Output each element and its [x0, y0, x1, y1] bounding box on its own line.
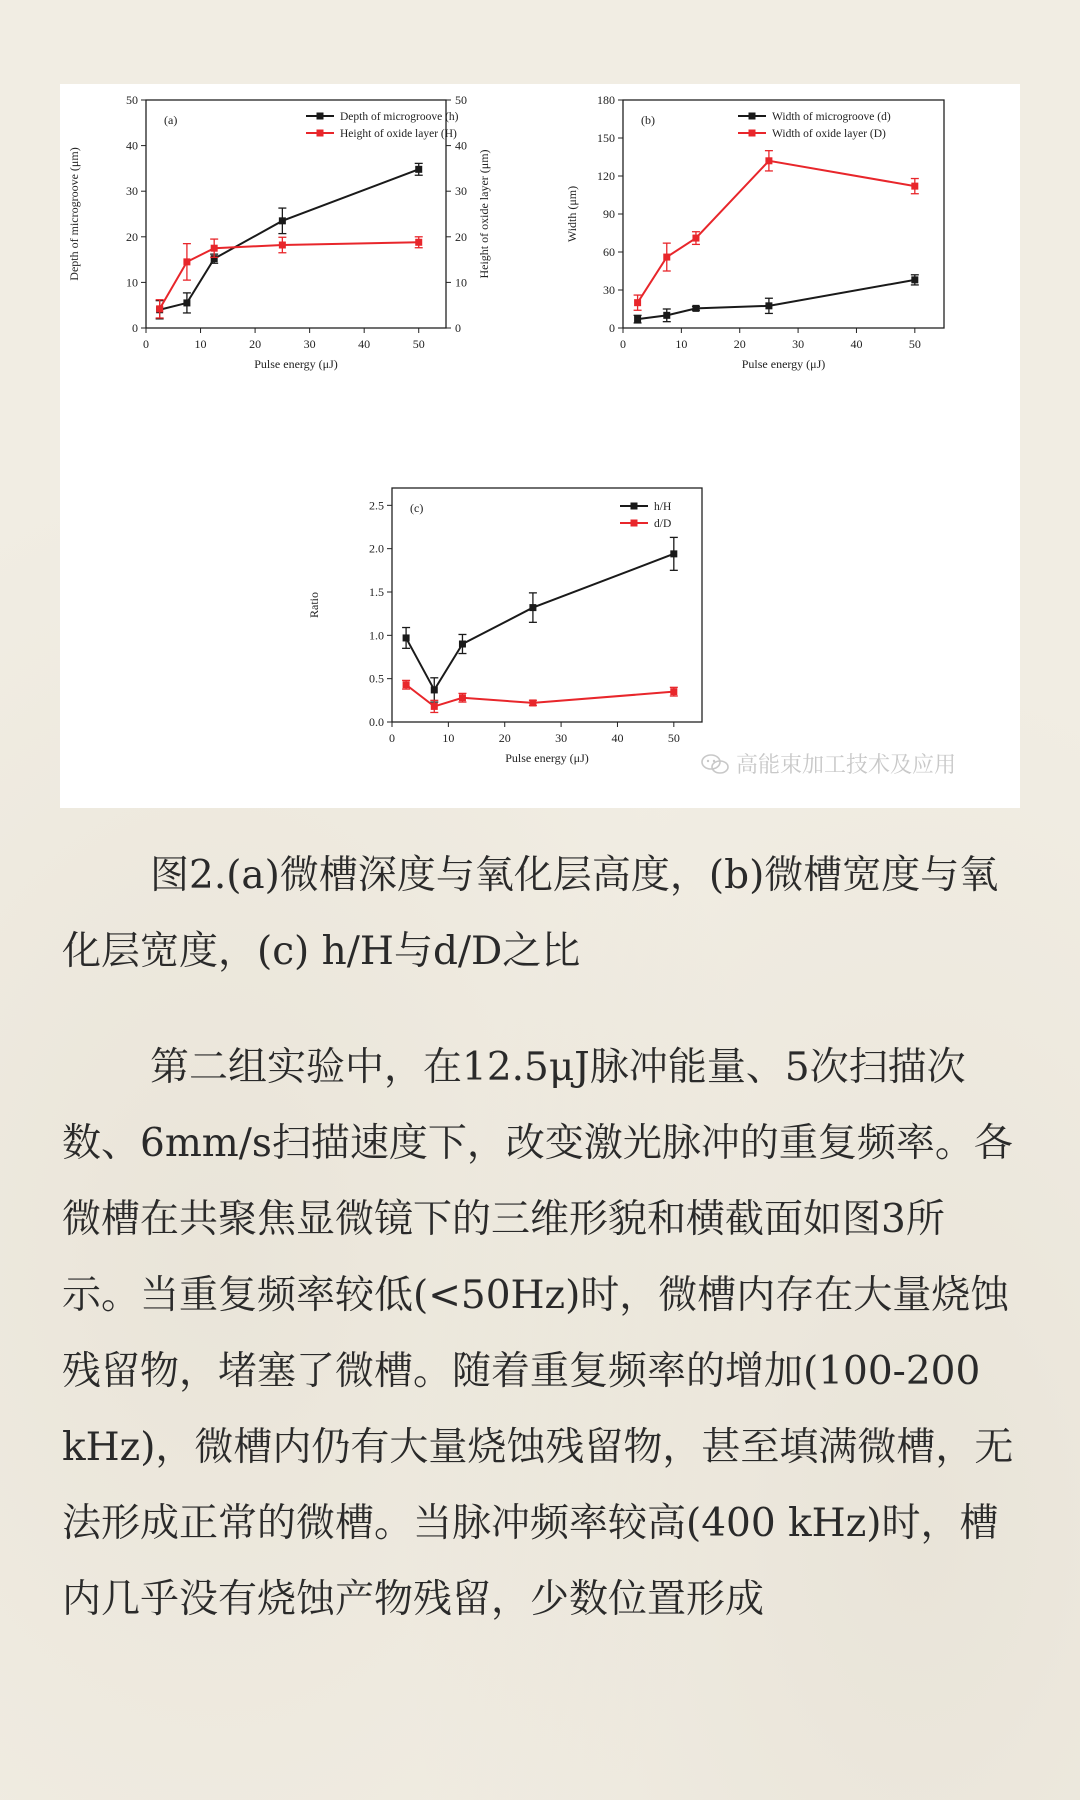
panel-label: (b): [641, 113, 655, 127]
x-tick-label: 30: [555, 731, 568, 745]
data-point: [670, 688, 677, 695]
series-line: [406, 685, 674, 707]
data-point: [211, 245, 218, 252]
legend-label: d/D: [654, 518, 672, 530]
x-tick-label: 20: [733, 337, 746, 351]
y-tick-label: 20: [126, 229, 138, 244]
series-line: [160, 169, 419, 309]
y-tick-label: 0.0: [369, 715, 384, 729]
legend-label: Depth of microgroove (h): [340, 111, 459, 123]
x-tick-label: 40: [358, 337, 371, 351]
legend-marker: [317, 113, 324, 120]
data-point: [183, 258, 190, 265]
data-point: [692, 235, 699, 242]
data-point: [415, 166, 422, 173]
wechat-icon: [700, 753, 730, 775]
data-point: [663, 254, 670, 261]
y2-tick-label: 10: [455, 275, 467, 290]
data-point: [911, 183, 918, 190]
legend-marker: [631, 503, 638, 510]
series-line: [406, 554, 674, 690]
panel-label: (a): [164, 113, 178, 127]
chart-a: [60, 84, 540, 436]
x-axis-label: Pulse energy (μJ): [254, 357, 338, 371]
data-point: [529, 604, 536, 611]
legend-label: h/H: [654, 501, 672, 513]
figure-caption: 图2.(a)微槽深度与氧化层高度，(b)微槽宽度与氧化层宽度，(c) h/H与d/D之比: [62, 853, 999, 974]
y2-tick-label: 50: [455, 93, 467, 107]
data-point: [415, 239, 422, 246]
data-point: [634, 316, 641, 323]
x-tick-label: 40: [850, 337, 863, 351]
y-tick-label: 60: [603, 245, 615, 259]
x-tick-label: 50: [667, 731, 680, 745]
x-tick-label: 0: [620, 337, 626, 351]
data-point: [403, 634, 410, 641]
y2-tick-label: 40: [455, 138, 467, 153]
y-tick-label: 40: [126, 138, 138, 153]
x-axis-label: Pulse energy (μJ): [741, 357, 826, 371]
data-point: [765, 157, 772, 164]
x-tick-label: 30: [303, 337, 316, 351]
x-tick-label: 20: [249, 337, 262, 351]
y-tick-label: 0: [609, 321, 615, 335]
y-tick-label: 30: [126, 184, 138, 199]
data-point: [156, 305, 163, 312]
x-tick-label: 10: [442, 731, 455, 745]
x-tick-label: 20: [498, 731, 511, 745]
y-axis-label: Ratio: [307, 592, 321, 618]
y-tick-label: 1.5: [369, 585, 384, 599]
y-tick-label: 120: [597, 169, 615, 183]
x-tick-label: 10: [675, 337, 688, 351]
x-tick-label: 0: [389, 731, 395, 745]
data-point: [692, 305, 699, 312]
y-tick-label: 1.0: [369, 628, 384, 643]
x-tick-label: 10: [194, 337, 207, 351]
y-tick-label: 180: [597, 93, 615, 107]
y2-tick-label: 30: [455, 184, 467, 199]
legend-marker: [317, 130, 324, 137]
legend-marker: [749, 113, 756, 120]
data-point: [431, 703, 438, 710]
x-tick-label: 50: [908, 337, 921, 351]
y-tick-label: 10: [126, 275, 138, 290]
data-point: [403, 681, 410, 688]
y-tick-label: 50: [126, 93, 138, 107]
legend-marker: [749, 130, 756, 137]
series-line: [160, 242, 419, 309]
legend-label: Width of oxide layer (D): [772, 128, 886, 140]
data-point: [670, 550, 677, 557]
y-tick-label: 2.0: [369, 541, 384, 556]
data-point: [183, 299, 190, 306]
legend-label: Width of microgroove (d): [772, 111, 891, 123]
y-tick-label: 90: [603, 207, 615, 221]
x-tick-label: 30: [792, 337, 805, 351]
legend-label: Height of oxide layer (H): [340, 128, 457, 140]
y2-tick-label: 0: [455, 321, 461, 335]
x-tick-label: 50: [412, 337, 425, 351]
y2-tick-label: 20: [455, 229, 467, 244]
y-tick-label: 0.5: [369, 671, 384, 686]
data-point: [529, 699, 536, 706]
data-point: [279, 217, 286, 224]
x-tick-label: 0: [143, 337, 149, 351]
data-point: [459, 694, 466, 701]
data-point: [279, 242, 286, 249]
series-line: [638, 280, 915, 319]
data-point: [431, 686, 438, 693]
body-paragraph: 第二组实验中，在12.5μJ脉冲能量、5次扫描次数、6mm/s扫描速度下，改变激光脉冲的重复频率。各微槽在共聚焦显微镜下的三维形貌和横截面如图3所示。当重复频率较低(<50Hz)时，微槽内存在大量烧蚀残留物，堵塞了微槽。随着重复频率的增加(100-200 kHz)，微槽内仍有大量烧蚀残留物，甚至填满微槽，无法形成正常的微槽。当脉冲频率较高(400 kHz)时，槽内几乎没有烧蚀产物残留，少数位置形成: [62, 1045, 1014, 1622]
legend-marker: [631, 520, 638, 527]
y-axis-label: Depth of microgroove (μm): [67, 147, 81, 281]
y-tick-label: 2.5: [369, 498, 384, 513]
y2-axis-label: Height of oxide layer (μm): [477, 149, 491, 279]
data-point: [765, 302, 772, 309]
chart-b: [560, 84, 1020, 436]
data-point: [459, 641, 466, 648]
data-point: [634, 299, 641, 306]
y-tick-label: 0: [132, 321, 138, 335]
y-tick-label: 30: [603, 283, 615, 297]
data-point: [663, 312, 670, 319]
watermark: [700, 748, 956, 779]
x-axis-label: Pulse energy (μJ): [505, 751, 589, 765]
x-tick-label: 40: [611, 731, 624, 745]
watermark-text: 高能束加工技术及应用: [736, 753, 957, 778]
y-tick-label: 150: [597, 131, 615, 145]
data-point: [911, 276, 918, 283]
panel-label: (c): [410, 501, 424, 515]
series-line: [638, 161, 915, 303]
y-axis-label: Width (μm): [565, 185, 579, 243]
